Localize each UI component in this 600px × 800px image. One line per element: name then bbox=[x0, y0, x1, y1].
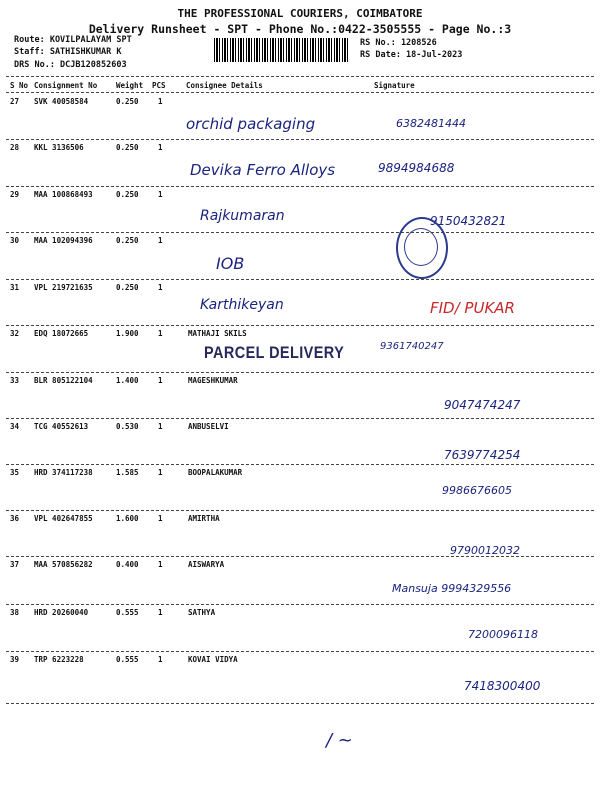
rs-date: RS Date: 18-Jul-2023 bbox=[360, 50, 463, 60]
row-weight: 0.250 bbox=[116, 97, 139, 106]
row-consignment: BLR 805122104 bbox=[34, 376, 93, 385]
divider bbox=[6, 76, 594, 77]
handwritten-signature: 9150432821 bbox=[430, 214, 507, 228]
row-consignment: VPL 402647855 bbox=[34, 514, 93, 523]
row-weight: 1.585 bbox=[116, 468, 139, 477]
row-weight: 0.250 bbox=[116, 236, 139, 245]
row-divider bbox=[6, 510, 594, 511]
row-divider bbox=[6, 279, 594, 280]
row-consignee: AISWARYA bbox=[188, 560, 225, 569]
col-consignment: Consignment No bbox=[34, 81, 98, 90]
row-divider bbox=[6, 418, 594, 419]
handwritten-signature: 9361740247 bbox=[380, 341, 444, 352]
row-pcs: 1 bbox=[158, 468, 163, 477]
row-consignment: MAA 102094396 bbox=[34, 236, 93, 245]
row-consignment: EDQ 18072665 bbox=[34, 329, 89, 338]
handwritten-signature: 7200096118 bbox=[468, 628, 538, 641]
row-consignee: MATHAJI SKILS bbox=[188, 329, 247, 338]
row-pcs: 1 bbox=[158, 422, 163, 431]
row-consignment: MAA 100868493 bbox=[34, 190, 93, 199]
row-pcs: 1 bbox=[158, 283, 163, 292]
staff-label: Staff: SATHISHKUMAR K bbox=[14, 47, 122, 57]
parcel-delivery-stamp: PARCEL DELIVERY bbox=[204, 343, 345, 362]
handwritten-consignee: Rajkumaran bbox=[200, 208, 285, 224]
handwritten-consignee: IOB bbox=[216, 254, 245, 273]
row-divider bbox=[6, 372, 594, 373]
row-weight: 0.555 bbox=[116, 655, 139, 664]
row-consignment: TRP 6223228 bbox=[34, 655, 84, 664]
row-consignee: MAGESHKUMAR bbox=[188, 376, 238, 385]
row-sno: 27 bbox=[10, 97, 20, 106]
row-pcs: 1 bbox=[158, 514, 163, 523]
row-pcs: 1 bbox=[158, 143, 163, 152]
handwritten-consignee: Devika Ferro Alloys bbox=[190, 161, 336, 179]
row-consignment: HRD 374117238 bbox=[34, 468, 93, 477]
col-consignee: Consignee Details bbox=[186, 81, 263, 90]
row-divider bbox=[6, 139, 594, 140]
handwritten-signature: 9986676605 bbox=[442, 484, 512, 497]
col-sno: S No bbox=[10, 81, 29, 90]
row-consignment: HRD 20260040 bbox=[34, 608, 89, 617]
row-consignment: TCG 40552613 bbox=[34, 422, 89, 431]
col-signature: Signature bbox=[374, 81, 415, 90]
row-weight: 0.555 bbox=[116, 608, 139, 617]
row-sno: 30 bbox=[10, 236, 20, 245]
row-consignee: BOOPALAKUMAR bbox=[188, 468, 243, 477]
row-sno: 36 bbox=[10, 514, 20, 523]
row-consignee: ANBUSELVI bbox=[188, 422, 229, 431]
row-sno: 28 bbox=[10, 143, 20, 152]
handwritten-signature: 7418300400 bbox=[464, 679, 541, 693]
rs-number: RS No.: 1208526 bbox=[360, 38, 437, 48]
handwritten-signature: 6382481444 bbox=[396, 117, 466, 130]
divider bbox=[6, 92, 594, 93]
handwritten-signature: Mansuja 9994329556 bbox=[392, 582, 512, 595]
row-consignment: SVK 40058584 bbox=[34, 97, 89, 106]
row-sno: 39 bbox=[10, 655, 20, 664]
row-weight: 1.900 bbox=[116, 329, 139, 338]
row-consignment: VPL 219721635 bbox=[34, 283, 93, 292]
barcode bbox=[214, 38, 348, 62]
row-weight: 0.250 bbox=[116, 190, 139, 199]
row-sno: 29 bbox=[10, 190, 20, 199]
handwritten-consignee: Karthikeyan bbox=[200, 297, 284, 313]
footer-mark: / ~ bbox=[326, 730, 353, 751]
handwritten-signature: 9790012032 bbox=[450, 544, 520, 557]
company-title: THE PROFESSIONAL COURIERS, COIMBATORE bbox=[177, 7, 423, 20]
row-sno: 35 bbox=[10, 468, 20, 477]
row-weight: 1.400 bbox=[116, 376, 139, 385]
col-weight: Weight bbox=[116, 81, 144, 90]
row-divider bbox=[6, 186, 594, 187]
row-consignee: AMIRTHA bbox=[188, 514, 220, 523]
route-label: Route: KOVILPALAYAM SPT bbox=[14, 35, 132, 45]
handwritten-signature: FID/ PUKAR bbox=[430, 299, 515, 317]
drs-number: DRS No.: DCJB120852603 bbox=[14, 60, 127, 70]
row-weight: 0.400 bbox=[116, 560, 139, 569]
row-consignment: KKL 3136506 bbox=[34, 143, 84, 152]
row-pcs: 1 bbox=[158, 190, 163, 199]
row-pcs: 1 bbox=[158, 97, 163, 106]
row-divider bbox=[6, 651, 594, 652]
row-divider bbox=[6, 556, 594, 557]
row-sno: 37 bbox=[10, 560, 20, 569]
handwritten-signature: 9047474247 bbox=[444, 398, 521, 412]
row-divider bbox=[6, 703, 594, 704]
row-sno: 32 bbox=[10, 329, 20, 338]
row-weight: 0.530 bbox=[116, 422, 139, 431]
row-pcs: 1 bbox=[158, 608, 163, 617]
company-seal-inner bbox=[404, 228, 438, 266]
row-weight: 0.250 bbox=[116, 143, 139, 152]
row-consignee: SATHYA bbox=[188, 608, 216, 617]
row-sno: 33 bbox=[10, 376, 20, 385]
row-weight: 1.600 bbox=[116, 514, 139, 523]
row-weight: 0.250 bbox=[116, 283, 139, 292]
row-pcs: 1 bbox=[158, 236, 163, 245]
row-pcs: 1 bbox=[158, 376, 163, 385]
row-pcs: 1 bbox=[158, 329, 163, 338]
row-divider bbox=[6, 464, 594, 465]
row-pcs: 1 bbox=[158, 560, 163, 569]
row-consignment: MAA 570856282 bbox=[34, 560, 93, 569]
row-divider bbox=[6, 232, 594, 233]
row-pcs: 1 bbox=[158, 655, 163, 664]
row-divider bbox=[6, 604, 594, 605]
row-sno: 31 bbox=[10, 283, 20, 292]
runsheet-subtitle: Delivery Runsheet - SPT - Phone No.:0422-3505555 - Page No.:3 bbox=[88, 22, 512, 36]
row-sno: 38 bbox=[10, 608, 20, 617]
row-sno: 34 bbox=[10, 422, 20, 431]
row-consignee: KOVAI VIDYA bbox=[188, 655, 238, 664]
col-pcs: PCS bbox=[152, 81, 166, 90]
row-divider bbox=[6, 325, 594, 326]
handwritten-signature: 9894984688 bbox=[378, 161, 455, 175]
handwritten-signature: 7639774254 bbox=[444, 448, 521, 462]
handwritten-consignee: orchid packaging bbox=[186, 115, 316, 133]
